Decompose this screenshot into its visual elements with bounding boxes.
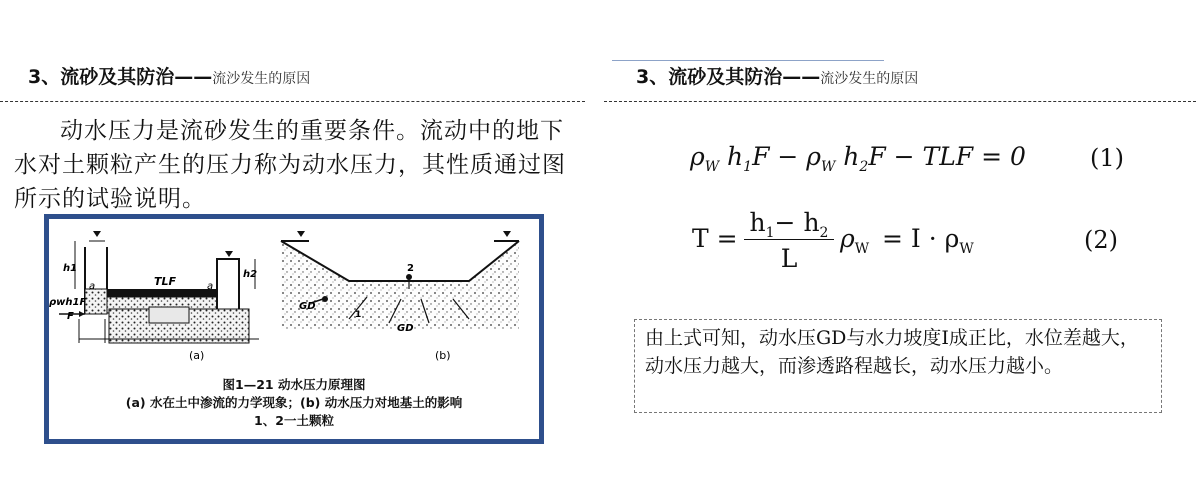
top-accent-line	[612, 60, 884, 61]
panel-b-label: (b)	[435, 349, 451, 362]
label-a-left: a	[89, 281, 96, 292]
header-subtitle: 流沙发生的原因	[212, 71, 311, 87]
label-pwh1f: ρwh1F	[49, 297, 87, 308]
figure-caption-line2: (a) 水在土中渗流的力学现象；(b) 动水压力对地基土的影响	[125, 395, 463, 410]
equation-2-number: (2)	[1084, 226, 1118, 254]
panel-b-diagram	[281, 231, 519, 362]
label-f: F	[67, 311, 74, 322]
header-title: 3、流砂及其防治——	[28, 66, 213, 88]
equation-2-rhs: = I · ρ	[882, 224, 960, 253]
label-h1: h1	[63, 263, 78, 274]
header-divider	[0, 101, 585, 102]
header-title: 3、流砂及其防治——	[636, 66, 821, 88]
slide-header	[28, 62, 310, 89]
label-gd-bottom: GD	[397, 323, 414, 334]
equation-1-number: (1)	[1090, 144, 1124, 172]
figure-caption-line3: 1、2一土颗粒	[254, 413, 334, 428]
label-a-right: a	[207, 281, 214, 292]
panel-a-diagram	[49, 231, 259, 362]
header-subtitle: 流沙发生的原因	[820, 71, 919, 87]
slide-header	[636, 62, 918, 89]
figure-caption-title: 图1—21 动水压力原理图	[222, 377, 366, 392]
conclusion-box: 由上式可知，动水压GD与水力坡度I成正比，水位差越大，动水压力越大，而渗透路程越长，动水压力越小。	[634, 319, 1162, 413]
figure-box	[44, 214, 544, 444]
label-2: 2	[407, 263, 414, 274]
label-h2: h2	[243, 269, 258, 280]
label-tlf: TLF	[154, 275, 177, 288]
label-gd-left: GD	[299, 301, 316, 312]
label-1: 1	[355, 310, 362, 320]
equation-1: $\rho_W$ $h_1F - \rho_W$ $h_2F$ − TLF = 0	[690, 142, 1026, 175]
header-divider	[604, 101, 1196, 102]
slide-right: 3、流砂及其防治——流沙发生的原因 $\rho_W$ $h_1F - \rho_W$ $h_2F$ − TLF = 0 (1) T = $h_1- h_2$ L $\rho_W$ = $I \cdot \rho_W$ (2) 由上式可知，动水压GD与水力坡度I成正比，水位差越大，动水压力越大，而渗透路程越长，动水压力越小。	[600, 0, 1200, 500]
body-paragraph: 动水压力是流砂发生的重要条件。流动中的地下水对土颗粒产生的压力称为动水压力，其性质通过图所示的试验说明。	[14, 118, 566, 212]
panel-a-label: (a)	[189, 349, 205, 362]
